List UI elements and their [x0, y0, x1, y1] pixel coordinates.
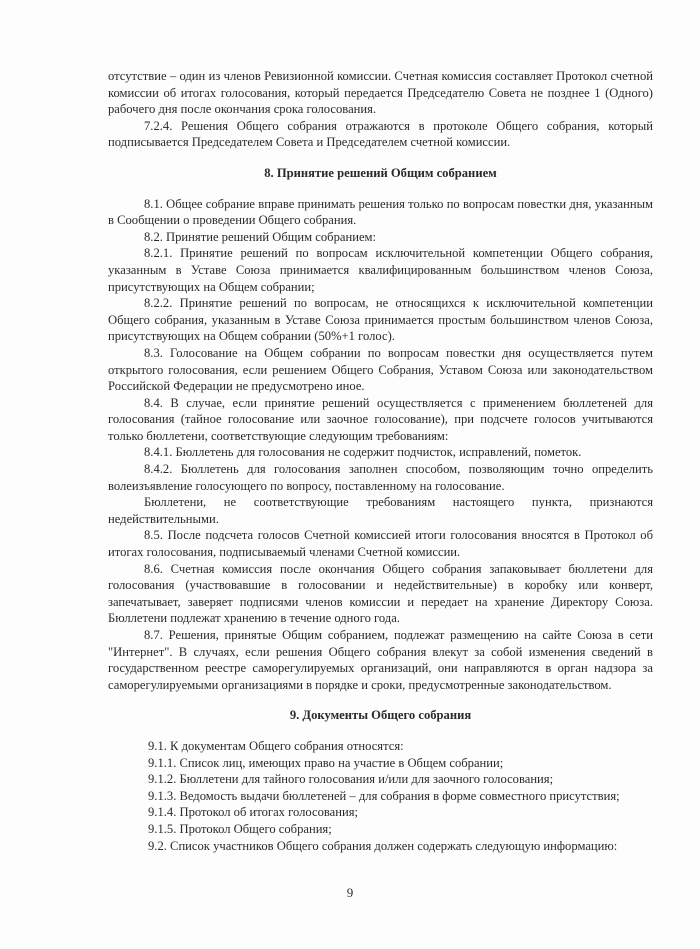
paragraph: 8.4.1. Бюллетень для голосования не содержит подчисток, исправлений, пометок. — [144, 445, 582, 460]
section-heading: 9. Документы Общего собрания — [289, 708, 472, 723]
paragraph: 7.2.4. Решения Общего собрания отражаются в протоколе Общего собрания, который подписывается Председателем Совета и Председателем счетной комиссии. — [108, 118, 653, 150]
spacer — [108, 151, 653, 165]
paragraph: 8.5. После подсчета голосов Счетной комиссией итоги голосования вносятся в Протокол об итогах голосования, подписываемый членами Счетной комиссии. — [108, 528, 653, 560]
paragraph: отсутствие – один из членов Ревизионной комиссии. Счетная комиссия составляет Протокол счетной комиссии об итогах голосования, который передается Председателю Совета не позднее 1 (Одного) рабочего дня после окончания срока голосования. — [108, 69, 653, 117]
spacer — [108, 693, 653, 707]
paragraph: 9.1.5. Протокол Общего собрания; — [148, 821, 332, 836]
paragraph: 9.1. К документам Общего собрания относятся: — [148, 738, 404, 753]
page-body — [108, 68, 653, 854]
paragraph: 8.4. В случае, если принятие решений осуществляется с применением бюллетеней для голосования (тайное голосование или заочное голосование), при подсчете голосов учитываются только бюллетени, соответствующие следующим требованиям: — [108, 395, 653, 443]
paragraph: 8.1. Общее собрание вправе принимать решения только по вопросам повестки дня, указанным в Сообщении о проведении Общего собрания. — [108, 196, 653, 228]
paragraph: 9.1.3. Ведомость выдачи бюллетеней – для собрания в форме совместного присутствия; — [148, 788, 620, 803]
paragraph: 9.1.4. Протокол об итогах голосования; — [148, 805, 359, 820]
paragraph: 8.4.2. Бюллетень для голосования заполнен способом, позволяющим точно определить волеизъявление голосующего по вопросу, поставленному на голосование. — [108, 462, 653, 493]
spacer — [108, 724, 653, 738]
section-heading: 8. Принятие решений Общим собранием — [264, 165, 497, 180]
paragraph: 8.6. Счетная комиссия после окончания Общего собрания запаковывает бюллетени для голосования (участвовавшие в голосовании и недействительные) в коробку или конверт, запечатывает, заверяет подписями членов комиссии и передает на хранение Директору Союза. Бюллетени подлежат хранению в течение одного года. — [108, 561, 653, 626]
paragraph: 8.2.2. Принятие решений по вопросам, не относящихся к исключительной компетенции Общего собрания, указанным в Уставе Союза принимается простым большинством членов Союза, присутствующих на Общем собрании (50%+1 голос). — [108, 296, 653, 344]
paragraph: 9.2. Список участников Общего собрания должен содержать следующую информацию: — [148, 838, 618, 853]
paragraph: 8.7. Решения, принятые Общим собранием, подлежат размещению на сайте Союза в сети "Интернет". В случаях, если решения Общего собрания влекут за собой изменения сведений в государственном реестре саморегулируемых организаций, они направляются в орган надзора за саморегулируемыми организациями в порядке и сроки, предусмотренные законодательством. — [108, 628, 653, 692]
page-number: 9 — [346, 885, 354, 900]
paragraph: 8.2.1. Принятие решений по вопросам исключительной компетенции Общего собрания, указанным в Уставе Союза принимается квалифицированным большинством членов Союза, присутствующих на Общем собрании; — [108, 246, 653, 294]
paragraph: Бюллетени, не соответствующие требованиям настоящего пункта, признаются недействительными. — [108, 495, 653, 526]
paragraph: 8.3. Голосование на Общем собрании по вопросам повестки дня осуществляется путем открытого голосования, если решением Общего Собрания, Уставом Союза или законодательством Российской Федерации не предусмотрено иное. — [108, 345, 653, 394]
paragraph: 8.2. Принятие решений Общим собранием: — [144, 229, 377, 244]
paragraph: 9.1.1. Список лиц, имеющих право на участие в Общем собрании; — [148, 755, 504, 770]
paragraph: 9.1.2. Бюллетени для тайного голосования и/или для заочного голосования; — [148, 772, 554, 787]
spacer — [108, 182, 653, 196]
